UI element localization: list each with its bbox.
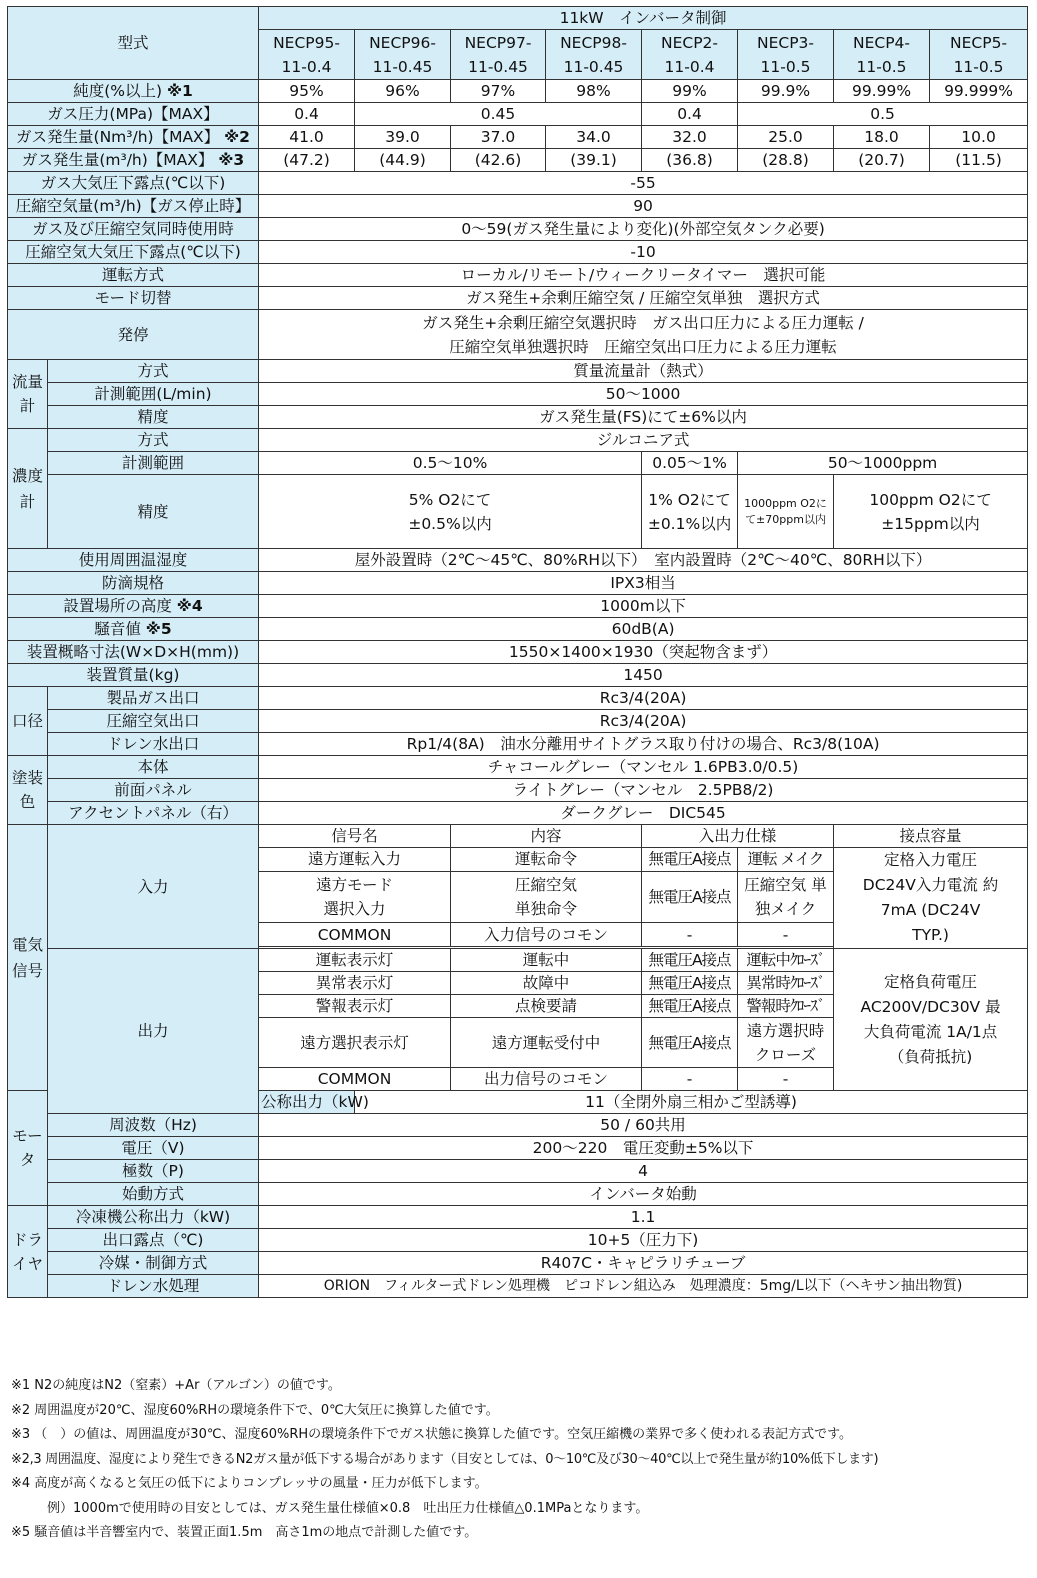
signal-out-capacity: 定格負荷電圧 AC200V/DC30V 最大負荷電流 1A/1点（負荷抵抗) (834, 949, 1028, 1091)
motor-row-label: 周波数（Hz) (48, 1114, 259, 1137)
paint-body-value: チャコールグレー（マンセル 1.6PB3.0/0.5) (259, 756, 1028, 779)
gas-n-value: 25.0 (738, 126, 834, 149)
model-name: NECP96- 11-0.45 (355, 30, 451, 80)
purity-value: 97% (451, 80, 546, 103)
spec-table (7, 6, 1028, 1298)
conc-range-value: 0.05～1% (642, 452, 738, 475)
paint-front-label: 前面パネル (48, 779, 259, 802)
air-stop-value: 90 (259, 195, 1028, 218)
purity-value: 99.99% (834, 80, 930, 103)
dryer-row-label: 冷媒・制御方式 (48, 1252, 259, 1275)
paint-front-value: ライトグレー（マンセル 2.5PB8/2) (259, 779, 1028, 802)
flow-range-value: 50～1000 (259, 383, 1028, 406)
signal-out-label: 出力 (48, 949, 259, 1114)
signal-name: 運転表示灯 (259, 949, 451, 972)
dryer-row-value: 1.1 (259, 1206, 1028, 1229)
footnotes (11, 1374, 1031, 1546)
signal-in-label: 入力 (48, 825, 259, 949)
flow-method-value: 質量流量計（熱式） (259, 360, 1028, 383)
dryer-row-value: R407C・キャピラリチューブ (259, 1252, 1028, 1275)
op-mode-value: ローカル/リモート/ウィークリータイマー 選択可能 (259, 264, 1028, 287)
pressure-value: 0.4 (259, 103, 355, 126)
mass-value: 1450 (259, 664, 1028, 687)
pressure-value: 0.5 (738, 103, 1028, 126)
dryer-row-value: 10+5（圧力下) (259, 1229, 1028, 1252)
purity-value: 96% (355, 80, 451, 103)
motor-row-label: 電圧（V) (48, 1137, 259, 1160)
signal-group-label: 電気信号 (8, 825, 48, 1091)
gas-m-value: (20.7) (834, 149, 930, 172)
footnote: ※2 周囲温度が20℃、湿度60%RHの環境条件下で、0℃大気圧に換算した値です。 (11, 1402, 499, 1418)
signal-io: 遠方選択時 クローズ (738, 1018, 834, 1068)
air-stop-label: 圧縮空気量(m³/h)【ガス停止時】 (8, 195, 259, 218)
signal-col-content: 内容 (451, 825, 642, 848)
conc-method-label: 方式 (48, 429, 259, 452)
signal-content: 運転命令 (451, 848, 642, 872)
signal-content: 遠方運転受付中 (451, 1018, 642, 1068)
dryer-row-label: ドレン水処理 (48, 1275, 259, 1298)
footnote: ※3 （ ）の値は、周囲温度が30℃、湿度60%RHの環境条件下でガス状態に換算した値です。空気圧縮機の業界で多く使われる表記方式です。 (11, 1427, 853, 1442)
pressure-value: 0.4 (642, 103, 738, 126)
altitude-value: 1000m以下 (259, 595, 1028, 618)
paint-accent-value: ダークグレー DIC545 (259, 802, 1028, 825)
dryer-group-label: ドライヤ (8, 1206, 48, 1298)
signal-in-capacity: 定格入力電圧 DC24V入力電流 約7mA (DC24V TYP.) (834, 848, 1028, 949)
port-gas-value: Rc3/4(20A) (259, 687, 1028, 710)
motor-row-value: インバータ始動 (259, 1183, 1028, 1206)
signal-io: 運転中ｸﾛｰｽﾞ (738, 949, 834, 972)
motor-row-label: 公称出力（kW) (259, 1091, 355, 1114)
signal-content: 出力信号のコモン (451, 1068, 642, 1091)
paint-group-label: 塗装色 (8, 756, 48, 825)
dew-label: ガス大気圧下露点(℃以下) (8, 172, 259, 195)
paint-body-label: 本体 (48, 756, 259, 779)
motor-row-label: 極数（P) (48, 1160, 259, 1183)
model-name: NECP97- 11-0.45 (451, 30, 546, 80)
port-air-value: Rc3/4(20A) (259, 710, 1028, 733)
footnote: ※5 騒音値は半音響室内で、装置正面1.5m 高さ1mの地点で計測した値です。 (11, 1525, 478, 1540)
model-group: 11kW インバータ制御 (259, 7, 1028, 30)
conc-range-value: 0.5～10% (259, 452, 642, 475)
gas-m-label: ガス発生量(m³/h)【MAX】 ※3 (8, 149, 259, 172)
air-dew-value: -10 (259, 241, 1028, 264)
gas-n-value: 37.0 (451, 126, 546, 149)
model-name: NECP2- 11-0.4 (642, 30, 738, 80)
model-name: NECP5- 11-0.5 (930, 30, 1028, 80)
env-value: 屋外設置時（2℃～45℃、80%RH以下） 室内設置時（2℃～40℃、80RH以下） (259, 549, 1028, 572)
purity-value: 98% (546, 80, 642, 103)
signal-io: - (642, 923, 738, 947)
signal-io: 警報時ｸﾛｰｽﾞ (738, 995, 834, 1018)
signal-io: 無電圧A接点 (642, 848, 738, 872)
signal-io: 無電圧A接点 (642, 949, 738, 972)
gas-n-value: 10.0 (930, 126, 1028, 149)
model-name: NECP3- 11-0.5 (738, 30, 834, 80)
flow-method-label: 方式 (48, 360, 259, 383)
purity-value: 95% (259, 80, 355, 103)
signal-col-io: 入出力仕様 (642, 825, 834, 848)
signal-content: 故障中 (451, 972, 642, 995)
altitude-label: 設置場所の高度 ※4 (8, 595, 259, 618)
signal-content: 運転中 (451, 949, 642, 972)
motor-row-value: 4 (259, 1160, 1028, 1183)
signal-io: 異常時ｸﾛｰｽﾞ (738, 972, 834, 995)
gas-n-value: 39.0 (355, 126, 451, 149)
conc-method-value: ジルコニア式 (259, 429, 1028, 452)
signal-col-name: 信号名 (259, 825, 451, 848)
noise-label: 騒音値 ※5 (8, 618, 259, 641)
flow-group-label: 流量計 (8, 360, 48, 429)
signal-io: 圧縮空気 単独メイク (738, 871, 834, 923)
model-name: NECP95- 11-0.4 (259, 30, 355, 80)
signal-io: - (642, 1068, 738, 1091)
signal-io: 運転 メイク (738, 848, 834, 872)
signal-col-cap: 接点容量 (834, 825, 1028, 848)
conc-range-value: 50～1000ppm (738, 452, 1028, 475)
signal-io: - (738, 923, 834, 947)
env-label: 使用周囲温湿度 (8, 549, 259, 572)
op-mode-label: 運転方式 (8, 264, 259, 287)
purity-value: 99.999% (930, 80, 1028, 103)
footnote: ※1 N2の純度はN2（窒素）+Ar（アルゴン）の値です。 (11, 1378, 341, 1393)
conc-acc-label: 精度 (48, 475, 259, 549)
signal-content: 入力信号のコモン (451, 923, 642, 947)
mode-sw-value: ガス発生+余剰圧縮空気 / 圧縮空気単独 選択方式 (259, 287, 1028, 310)
gas-m-value: (36.8) (642, 149, 738, 172)
gas-m-value: (47.2) (259, 149, 355, 172)
port-drain-value: Rp1/4(8A) 油水分離用サイトグラス取り付けの場合、Rc3/8(10A) (259, 733, 1028, 756)
drip-value: IPX3相当 (259, 572, 1028, 595)
air-dew-label: 圧縮空気大気圧下露点(℃以下) (8, 241, 259, 264)
flow-acc-value: ガス発生量(FS)にて±6%以内 (259, 406, 1028, 429)
footnote: ※4 高度が高くなると気圧の低下によりコンプレッサの風量・圧力が低下します。 (11, 1476, 488, 1491)
gas-n-value: 41.0 (259, 126, 355, 149)
gas-m-value: (39.1) (546, 149, 642, 172)
gas-n-value: 32.0 (642, 126, 738, 149)
dims-label: 装置概略寸法(W×D×H(mm)) (8, 641, 259, 664)
port-group-label: 口径 (8, 687, 48, 756)
signal-name: 遠方選択表示灯 (259, 1018, 451, 1068)
conc-acc-value: 1% O2にて±0.1%以内 (642, 475, 738, 549)
dryer-row-label: 冷凍機公称出力（kW) (48, 1206, 259, 1229)
motor-group-label: モータ (8, 1091, 48, 1206)
model-name: NECP98- 11-0.45 (546, 30, 642, 80)
signal-content: 点検要請 (451, 995, 642, 1018)
signal-name: 遠方モード 選択入力 (259, 871, 451, 923)
model-label: 型式 (8, 7, 259, 80)
mode-sw-label: モード切替 (8, 287, 259, 310)
conc-range-label: 計測範囲 (48, 452, 259, 475)
conc-group-label: 濃度計 (8, 429, 48, 549)
mass-label: 装置質量(kg) (8, 664, 259, 687)
purity-label: 純度(%以上) ※1 (8, 80, 259, 103)
signal-name: 警報表示灯 (259, 995, 451, 1018)
signal-content: 圧縮空気 単独命令 (451, 871, 642, 923)
drip-label: 防滴規格 (8, 572, 259, 595)
signal-io: 無電圧A接点 (642, 871, 738, 923)
port-air-label: 圧縮空気出口 (48, 710, 259, 733)
motor-row-value: 200～220 電圧変動±5%以下 (259, 1137, 1028, 1160)
purity-value: 99.9% (738, 80, 834, 103)
gas-n-value: 34.0 (546, 126, 642, 149)
flow-range-label: 計測範囲(L/min) (48, 383, 259, 406)
purity-value: 99% (642, 80, 738, 103)
motor-row-label: 始動方式 (48, 1183, 259, 1206)
simul-value: 0～59(ガス発生量により変化)(外部空気タンク必要) (259, 218, 1028, 241)
footnote: ※2,3 周囲温度、湿度により発生できるN2ガス量が低下する場合があります（目安としては、0～10℃及び30～40℃以上で発生量が約10%低下します) (11, 1451, 879, 1467)
gas-m-value: (42.6) (451, 149, 546, 172)
dryer-row-label: 出口露点（℃) (48, 1229, 259, 1252)
motor-row-value: 50 / 60共用 (259, 1114, 1028, 1137)
gas-m-value: (44.9) (355, 149, 451, 172)
signal-io: 無電圧A接点 (642, 1018, 738, 1068)
signal-io: - (738, 1068, 834, 1091)
flow-acc-label: 精度 (48, 406, 259, 429)
port-drain-label: ドレン水出口 (48, 733, 259, 756)
gas-m-value: (28.8) (738, 149, 834, 172)
conc-acc-value: 1000ppm O2にて±70ppm以内 (738, 475, 834, 549)
conc-acc-value: 100ppm O2にて ±15ppm以内 (834, 475, 1028, 549)
noise-value: 60dB(A) (259, 618, 1028, 641)
paint-accent-label: アクセントパネル（右） (48, 802, 259, 825)
signal-name: 異常表示灯 (259, 972, 451, 995)
signal-io: 無電圧A接点 (642, 995, 738, 1018)
startstop-label: 発停 (8, 310, 259, 360)
dryer-row-value: ORION フィルター式ドレン処理機 ピコドレン組込み 処理濃度：5mg/L以下（ヘキサン抽出物質) (259, 1275, 1028, 1298)
dew-value: -55 (259, 172, 1028, 195)
pressure-value: 0.45 (355, 103, 642, 126)
conc-acc-value: 5% O2にて ±0.5%以内 (259, 475, 642, 549)
gas-n-label: ガス発生量(Nm³/h)【MAX】 ※2 (8, 126, 259, 149)
pressure-label: ガス圧力(MPa)【MAX】 (8, 103, 259, 126)
motor-row-value: 11（全閉外扇三相かご型誘導) (355, 1091, 1028, 1114)
signal-name: COMMON (259, 1068, 451, 1091)
simul-label: ガス及び圧縮空気同時使用時 (8, 218, 259, 241)
startstop-value: ガス発生+余剰圧縮空気選択時 ガス出口圧力による圧力運転 / 圧縮空気単独選択時 圧縮空気出口圧力による圧力運転 (259, 310, 1028, 360)
signal-io: 無電圧A接点 (642, 972, 738, 995)
signal-name: COMMON (259, 923, 451, 947)
dims-value: 1550×1400×1930（突起物含まず） (259, 641, 1028, 664)
signal-name: 遠方運転入力 (259, 848, 451, 872)
gas-n-value: 18.0 (834, 126, 930, 149)
gas-m-value: (11.5) (930, 149, 1028, 172)
footnote: 例）1000mで使用時の目安としては、ガス発生量仕様値×0.8 吐出圧力仕様値△0.1MPaとなります。 (47, 1500, 649, 1516)
model-name: NECP4- 11-0.5 (834, 30, 930, 80)
port-gas-label: 製品ガス出口 (48, 687, 259, 710)
